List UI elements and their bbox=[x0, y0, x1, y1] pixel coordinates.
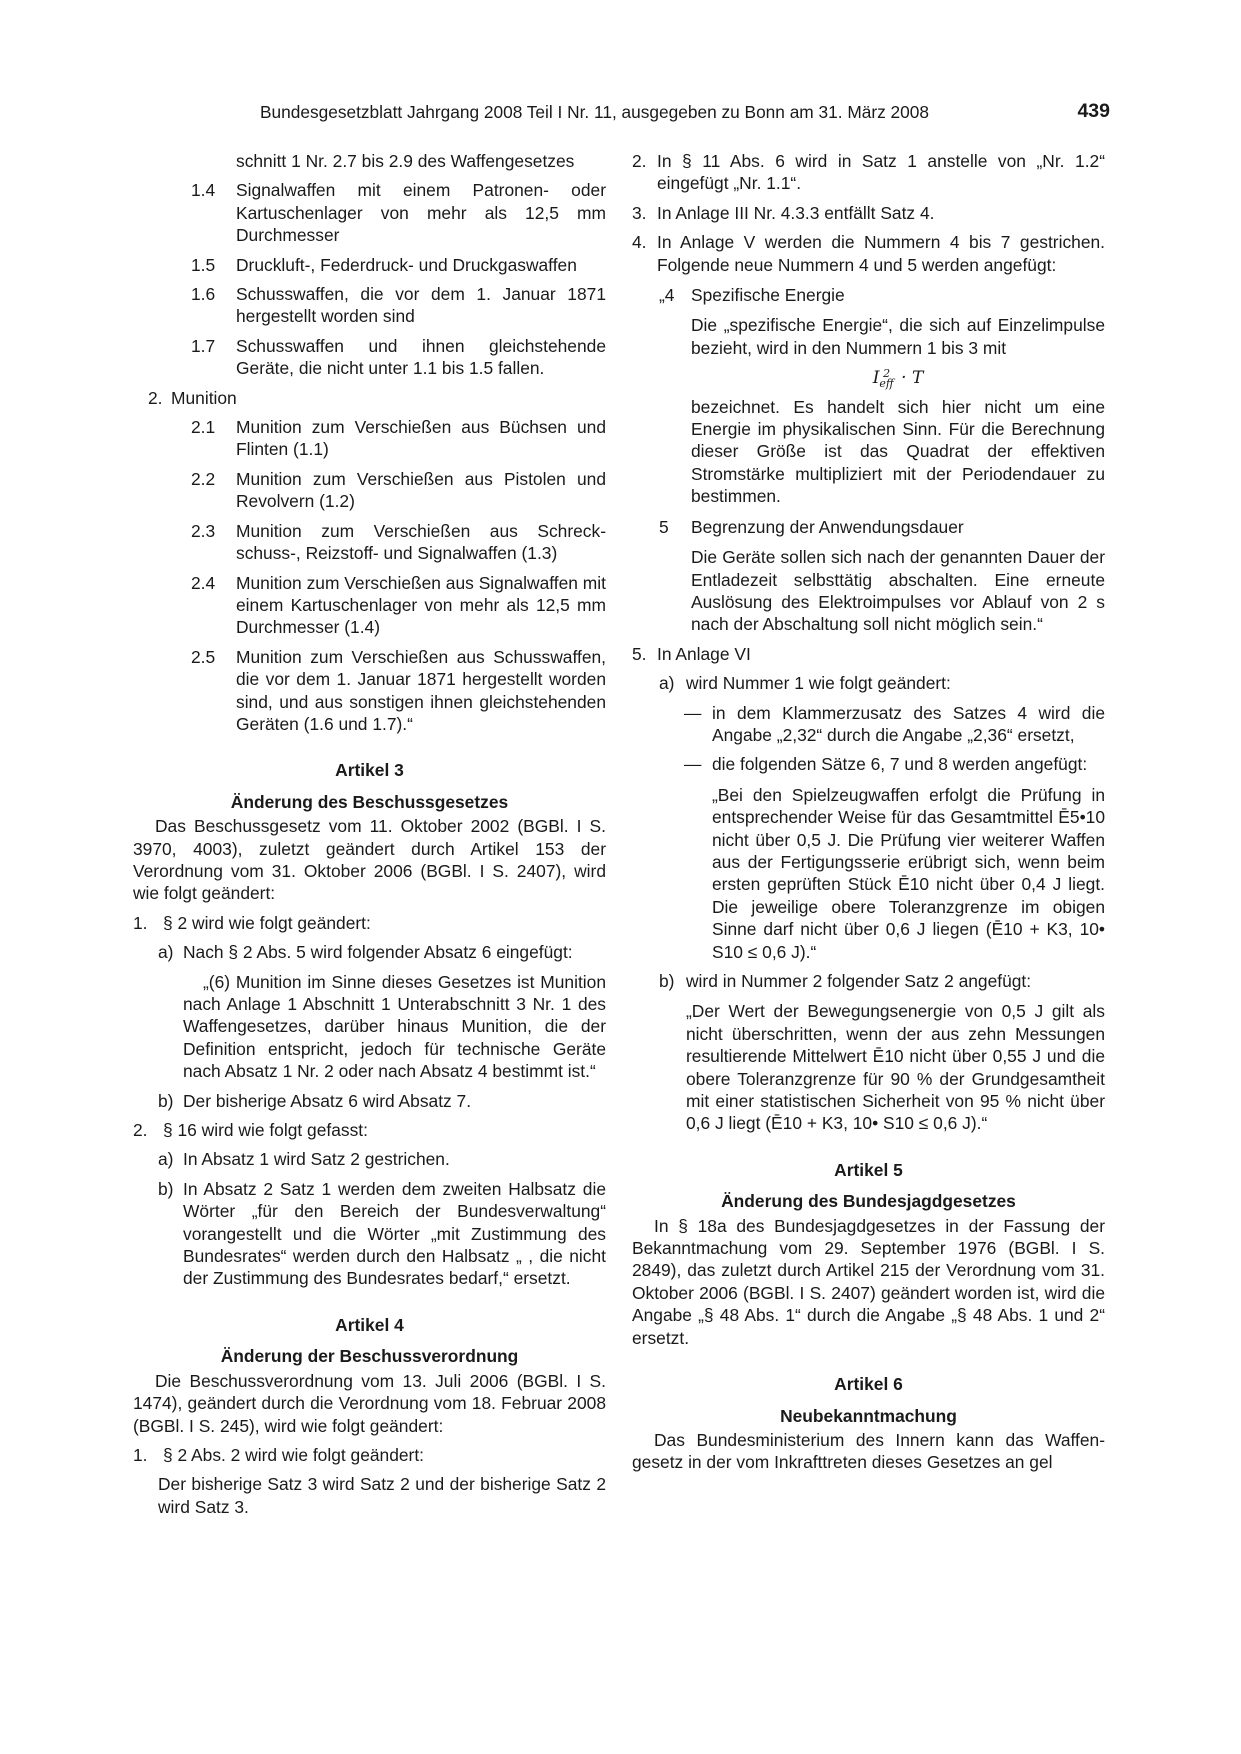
item-number: 2. bbox=[133, 1120, 148, 1141]
dash-marker: — bbox=[684, 754, 702, 775]
article-paragraph: Das Bundesministerium des Innern kann das Waffengesetz in der vom Inkrafttreten dieses Gesetzes an gel bbox=[632, 1429, 1105, 1473]
article-subheading: Änderung des Bundesjagdgesetzes bbox=[721, 1191, 1016, 1212]
right-column bbox=[632, 150, 1105, 1474]
item-number: 1. bbox=[133, 1444, 148, 1465]
item-letter: a) bbox=[158, 1149, 174, 1170]
item-number: 1. bbox=[133, 912, 148, 933]
list-item bbox=[632, 672, 1105, 694]
item-continuation: Der bisherige Satz 3 wird Satz 2 und der bisherige Satz 2 wird Satz 3. bbox=[158, 1474, 606, 1517]
article-paragraph: Das Beschussgesetz vom 11. Oktober 2002 (BGBl. I S. 3970, 4003), zuletzt geändert durch Artikel 153 der Verordnung vom 31. Oktober 2006 (BGBl. I S. 2407), wird wie folgt geändert: bbox=[133, 816, 606, 904]
item-number: 1.5 bbox=[191, 254, 216, 275]
list-item bbox=[632, 150, 1105, 195]
item-text: Munition zum Verschießen aus Schreckschuss-, Reizstoff- und Signalwaffen (1.3) bbox=[236, 520, 606, 564]
list-item bbox=[133, 387, 606, 409]
quoted-paragraph: Die „spezifische Energie“, die sich auf Einzelimpulse bezieht, wird in den Nummern 1 bis 3 mit bbox=[691, 315, 1105, 358]
list-item bbox=[632, 970, 1105, 992]
section-number: „4 bbox=[659, 285, 675, 306]
section-title: Spezifische Energie bbox=[691, 285, 845, 306]
item-number: 1.7 bbox=[191, 335, 216, 356]
item-text: Munition zum Verschießen aus Büchsen und Flinten (1.1) bbox=[236, 417, 606, 460]
item-number: 3. bbox=[632, 202, 647, 223]
item-text: In Anlage VI bbox=[657, 643, 751, 664]
quoted-text: „(6) Munition im Sinne dieses Gesetzes ist Munition nach Anlage 1 Abschnitt 1 Unterabschnitt 3 Nr. 1 des Waffengesetzes, darüber hinaus Munition, die der Definition entspricht, jedoch für technische Geräte nach Absatz 1 Nr. 2 oder nach Absatz 4 bestimmt ist.“ bbox=[183, 971, 606, 1082]
list-item bbox=[133, 254, 606, 276]
item-text: Munition zum Verschießen aus Pistolen und Revolvern (1.2) bbox=[236, 468, 606, 512]
item-letter: b) bbox=[659, 971, 675, 991]
item-text: Munition zum Verschießen aus Schusswaffen, die vor dem 1. Januar 1871 hergestellt worden sind, und aus sonstigen ihnen gleichstehenden Geräten (1.6 und 1.7).“ bbox=[236, 646, 606, 734]
article-paragraph: In § 18a des Bundesjagdgesetzes in der Fassung der Bekanntmachung vom 29. September 1976 (BGBl. I S. 2849), das zuletzt durch Artikel 215 der Verordnung vom 31. Oktober 2006 (BGBl. I S. 2407) geändert worden ist, wird die Angabe „§ 48 Abs. 1“ durch die Angabe „§ 48 Abs. 1 und 2“ ersetzt. bbox=[632, 1215, 1105, 1348]
list-item bbox=[133, 646, 606, 736]
list-item bbox=[133, 1178, 606, 1290]
left-column bbox=[133, 150, 606, 1518]
item-number: 5. bbox=[632, 643, 647, 664]
item-text: Druckluft-, Federdruck- und Druckgaswaffen bbox=[236, 254, 577, 275]
item-text: Signalwaffen mit einem Patronen- oder Kartuschenlager von mehr als 12,5 mm Durchmesser bbox=[236, 180, 606, 246]
list-item bbox=[133, 912, 606, 934]
header-title: Bundesgesetzblatt Jahrgang 2008 Teil I Nr. 11, ausgegeben zu Bonn am 31. März 2008 bbox=[260, 102, 929, 122]
item-text: wird in Nummer 2 folgender Satz 2 angefügt: bbox=[686, 971, 1032, 991]
list-item bbox=[133, 572, 606, 639]
list-item bbox=[632, 231, 1105, 276]
item-text: in dem Klammerzusatz des Satzes 4 wird die Angabe „2,32“ durch die Angabe „2,36“ ersetzt, bbox=[712, 702, 1105, 745]
list-item bbox=[133, 1148, 606, 1170]
list-item bbox=[133, 179, 606, 246]
list-item bbox=[133, 1444, 606, 1466]
item-text: In Absatz 2 Satz 1 werden dem zweiten Halbsatz die Wörter „für den Bereich der Bundesverwaltung“ vorangestellt und die Wörter „mit Zustimmung des Bundesrates“ werden durch den Halbsatz „ , die nicht der Zustimmung des Bundesrates bedarf,“ ersetzt. bbox=[183, 1178, 606, 1289]
list-item bbox=[133, 468, 606, 513]
item-number: 2. bbox=[148, 387, 163, 408]
item-text: In Absatz 1 wird Satz 2 gestrichen. bbox=[183, 1149, 450, 1170]
item-letter: a) bbox=[659, 673, 675, 694]
item-text: § 2 Abs. 2 wird wie folgt geändert: bbox=[163, 1444, 425, 1465]
list-item bbox=[133, 520, 606, 565]
list-item bbox=[133, 1119, 606, 1141]
item-number: 4. bbox=[632, 232, 647, 253]
item-letter: b) bbox=[158, 1178, 174, 1199]
item-number: 1.6 bbox=[191, 284, 216, 305]
list-item bbox=[632, 753, 1105, 775]
item-letter: b) bbox=[158, 1090, 174, 1111]
formula: I 2 eff · T bbox=[872, 366, 924, 390]
item-text: In Anlage V werden die Nummern 4 bis 7 gestrichen. Folgende neue Nummern 4 und 5 werden angefügt: bbox=[657, 232, 1105, 275]
quoted-text: „Bei den Spielzeugwaffen erfolgt die Prüfung in entsprechender Weise für das Gesamtmittel Ē5•10 nicht über 0,5 J. Die Prüfung vier weiterer Waffen aus der Fertigungsserie erübrigt sich, wenn beim ersten geprüften Stück Ē10 nicht über 0,4 J liegt. Die jeweilige obere Toleranzgrenze im obigen Sinne darf nicht über 0,6 J liegen (Ē10 + K3, 10• S10 ≤ 0,6 J).“ bbox=[712, 784, 1105, 962]
item-number: 2. bbox=[632, 151, 647, 171]
quoted-section-heading bbox=[632, 516, 1105, 538]
article-heading: Artikel 6 bbox=[834, 1374, 903, 1395]
quoted-paragraph: Die Geräte sollen sich nach der genannten Dauer der Entladezeit selbsttätig abschalten. Eine erneute Auslösung des Elektroimpulses vor Ablauf von 2 s nach der Abschaltung soll nicht möglich sein.“ bbox=[691, 547, 1105, 635]
item-text: Schusswaffen und ihnen gleichstehende Geräte, die nicht unter 1.1 bis 1.5 fallen. bbox=[236, 335, 606, 379]
list-item bbox=[632, 643, 1105, 665]
item-letter: a) bbox=[158, 942, 174, 963]
continued-text: schnitt 1 Nr. 2.7 bis 2.9 des Waffengesetzes bbox=[236, 151, 575, 171]
article-subheading: Änderung der Beschussverordnung bbox=[220, 1346, 519, 1367]
item-text: wird Nummer 1 wie folgt geändert: bbox=[686, 673, 951, 694]
quoted-paragraph: bezeichnet. Es handelt sich hier nicht um eine Energie im physikalischen Sinn. Für die Berechnung dieser Größe ist das Quadrat der effektiven Stromstärke multipliziert mit der Periodendauer zu bestimmen. bbox=[691, 396, 1105, 507]
item-text: In Anlage III Nr. 4.3.3 entfällt Satz 4. bbox=[657, 202, 935, 223]
running-header bbox=[260, 100, 1110, 126]
list-item bbox=[133, 283, 606, 328]
item-number: 2.5 bbox=[191, 646, 216, 667]
item-number: 2.3 bbox=[191, 520, 216, 541]
item-number: 2.2 bbox=[191, 468, 216, 489]
item-text: § 2 wird wie folgt geändert: bbox=[163, 912, 371, 933]
list-item bbox=[133, 416, 606, 461]
item-number: 2.4 bbox=[191, 572, 216, 593]
quoted-section-heading bbox=[632, 284, 1105, 306]
article-subheading: Neubekanntmachung bbox=[780, 1405, 957, 1426]
item-text: In § 11 Abs. 6 wird in Satz 1 anstelle von „Nr. 1.2“ eingefügt „Nr. 1.1“. bbox=[657, 151, 1105, 194]
item-text: Schusswaffen, die vor dem 1. Januar 1871 hergestellt worden sind bbox=[236, 284, 606, 327]
list-item bbox=[632, 702, 1105, 747]
quoted-text: „Der Wert der Bewegungsenergie von 0,5 J gilt als nicht überschritten, wenn der aus zehn Messungen resultierende Mittelwert Ē10 nicht über 0,55 J und die obere Toleranzgrenze für 90 % der Grundgesamtheit mit einer statistischen Sicherheit von 95 % nicht über 0,6 J liegt (Ē10 + K3, 10• S10 ≤ 0,6 J).“ bbox=[686, 1001, 1105, 1134]
article-heading: Artikel 5 bbox=[834, 1159, 903, 1180]
section-number: 5 bbox=[659, 516, 669, 537]
list-item bbox=[632, 202, 1105, 224]
page-number: 439 bbox=[1077, 100, 1110, 122]
item-text: Nach § 2 Abs. 5 wird folgender Absatz 6 eingefügt: bbox=[183, 942, 573, 963]
item-text: § 16 wird wie folgt gefasst: bbox=[163, 1120, 368, 1141]
dash-marker: — bbox=[684, 702, 702, 723]
article-subheading: Änderung des Beschussgesetzes bbox=[230, 791, 509, 812]
item-number: 1.4 bbox=[191, 180, 216, 201]
article-paragraph: Die Beschussverordnung vom 13. Juli 2006 (BGBl. I S. 1474), geändert durch die Verordnung vom 18. Februar 2008 (BGBl. I S. 245), wird wie folgt geändert: bbox=[133, 1370, 606, 1436]
list-item bbox=[133, 150, 606, 172]
list-item bbox=[133, 1090, 606, 1112]
item-text: Munition zum Verschießen aus Signalwaffen mit einem Kartuschenlager von mehr als 12,5 mm Durchmesser (1.4) bbox=[236, 572, 606, 638]
item-number: 2.1 bbox=[191, 417, 216, 438]
item-text: Der bisherige Absatz 6 wird Absatz 7. bbox=[183, 1090, 472, 1111]
article-heading: Artikel 4 bbox=[335, 1314, 404, 1335]
article-heading: Artikel 3 bbox=[335, 760, 404, 781]
item-text: Munition bbox=[171, 387, 237, 408]
item-text: die folgenden Sätze 6, 7 und 8 werden angefügt: bbox=[712, 754, 1088, 775]
section-title: Begrenzung der Anwendungsdauer bbox=[691, 516, 964, 537]
list-item bbox=[133, 335, 606, 380]
list-item bbox=[133, 941, 606, 963]
